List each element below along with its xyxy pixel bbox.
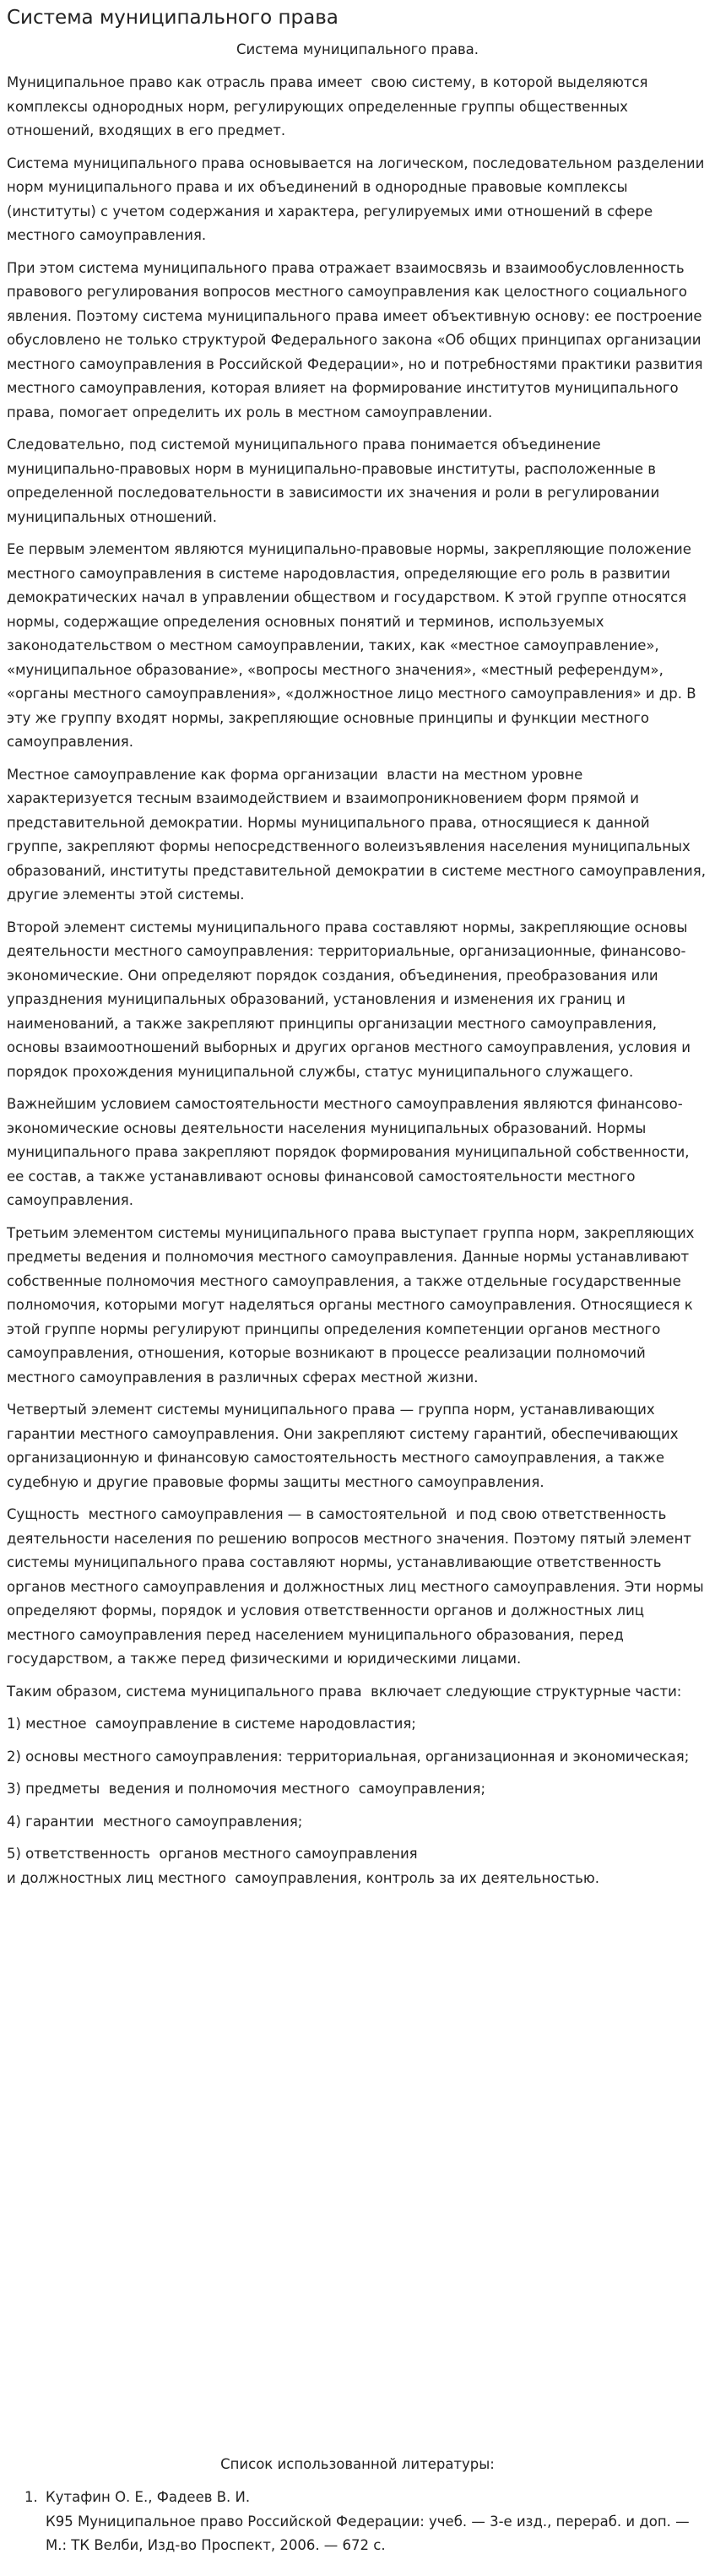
paragraph: Муниципальное право как отрасль права имеет свою систему, в которой выделяются комплексы однородных норм, регулирующих определенные группы общественных отношений, входящих в его предмет. (7, 74, 653, 138)
list-item: 2) основы местного самоуправления: территориальная, организационная и экономическая; (7, 1748, 690, 1765)
paragraph: Важнейшим условием самостоятельности местного самоуправления являются финансово-экономические основы деятельности населения муниципальных образований. Нормы муниципального права закрепляют порядок формирования муниципальной собственности, ее состав, а также устанавливают основы финансовой самостоятельности местного самоуправления. (7, 1096, 694, 1208)
paragraph: Следовательно, под системой муниципального права понимается объединение муниципально-правовых норм в муниципально-правовые институты, расположенные в определенной последовательности в зависимости их значения и роли в регулировании муниципальных отношений. (7, 437, 664, 525)
structure-list (7, 1712, 708, 1890)
reference-item (42, 2486, 708, 2558)
paragraph: Ее первым элементом являются муниципально-правовые нормы, закрепляющие положение местного самоуправления в системе народовластия, определяющие его роль в развитии демократических начал в управлении обществом и государством. К этой группе относятся нормы, содержащие определения основных понятий и терминов, используемых законодательством о местном самоуправлении, таких, как «местное самоуправление», «муниципальное образование», «вопросы местного значения», «местный референдум», «органы местного самоуправления», «должностное лицо местного самоуправления» и др. В эту же группу входят нормы, закрепляющие основные принципы и функции местного самоуправления. (7, 541, 701, 750)
reference-author: 1. Кутафин О. Е., Фадеев В. И. (46, 2489, 251, 2505)
paragraph: Сущность местного самоуправления — в самостоятельной и под свою ответственность деятельности населения по решению вопросов местного значения. Поэтому пятый элемент системы муниципального права составляют нормы, устанавливающие ответственность органов местного самоуправления и должностных лиц местного самоуправления. Эти нормы определяют формы, порядок и условия ответственности органов и должностных лиц местного самоуправления перед населением муниципального образования, перед государством, а также перед физическими и юридическими лицами. (7, 1506, 708, 1667)
references-title: Список использованной литературы: (220, 2456, 495, 2472)
paragraph: Система муниципального права основывается на логическом, последовательном разделении норм муниципального права и их объединений в однородные правовые комплексы (институты) с учетом содержания и характера, регулируемых ими отношений в сфере местного самоуправления. (7, 155, 709, 243)
list-item: 4) гарантии местного самоуправления; (7, 1813, 303, 1830)
paragraph: Четвертый элемент системы муниципального права — группа норм, устанавливающих гарантии местного самоуправления. Они закрепляют систему гарантий, обеспечивающих организационную и финансовую самостоятельность местного самоуправления, а также судебную и другие правовые формы защиты местного самоуправления. (7, 1402, 683, 1490)
paragraph: Третьим элементом системы муниципального права выступает группа норм, закрепляющих предметы ведения и полномочия местного самоуправления. Данные нормы устанавливают собственные полномочия местного самоуправления, а также отдельные государственные полномочия, которыми могут наделяться органы местного самоуправления. Относящиеся к этой группе нормы регулируют принципы определения компетенции органов местного самоуправления, отношения, которые возникают в процессе реализации полномочий местного самоуправления в различных сферах местной жизни. (7, 1224, 699, 1386)
paragraph: Местное самоуправление как форма организации власти на местном уровне характеризуется тесным взаимодействием и взаимопроникновением форм прямой и представительной демократии. Нормы муниципального права, относящиеся к данной группе, закрепляют формы непосредственного волеизъявления населения муниципальных образований, институты представительной демократии в системе местного самоуправления, другие элементы этой системы. (7, 766, 711, 903)
page-title: Система муниципального права (7, 7, 339, 29)
paragraph: Второй элемент системы муниципального права составляют нормы, закрепляющие основы деятельности местного самоуправления: территориальные, организационные, финансово-экономические. Они определяют порядок создания, объединения, преобразования или упразднения муниципальных образований, установления и изменения их границ и наименований, а также закрепляют принципы организации местного самоуправления, основы взаимоотношений выборных и других органов местного самоуправления, условия и порядок прохождения муниципальной службы, статус муниципального служащего. (7, 919, 696, 1080)
paragraph: Таким образом, система муниципального права включает следующие структурные части: (7, 1683, 682, 1700)
list-item: 1) местное самоуправление в системе народовластия; (7, 1716, 416, 1732)
list-item: 5) ответственность органов местного самоуправления и должностных лиц местного самоуправления, контроль за их деятельностью. (7, 1846, 599, 1886)
paragraph: При этом система муниципального права отражает взаимосвязь и взаимообусловленность правового регулирования вопросов местного самоуправления как целостного социального явления. Поэтому система муниципального права имеет объективную основу: ее построение обусловлено не только структурой Федерального закона «Об общих принципах организации местного самоуправления в Российской Федерации», но и потребностями практики развития местного самоуправления, которая влияет на формирование институтов муниципального права, помогает определить их роль в местном самоуправлении. (7, 259, 707, 420)
references-list (7, 2486, 708, 2558)
references-section (7, 2454, 708, 2558)
list-item: 3) предметы ведения и полномочия местного самоуправления; (7, 1781, 486, 1797)
reference-text: К95 Муниципальное право Российской Федерации: учеб. — 3-е изд., перераб. и доп. — М.: ТК Велби, Изд-во Проспект, 2006. — 672 с. (46, 2513, 694, 2553)
section-subtitle: Система муниципального права. (236, 41, 479, 57)
